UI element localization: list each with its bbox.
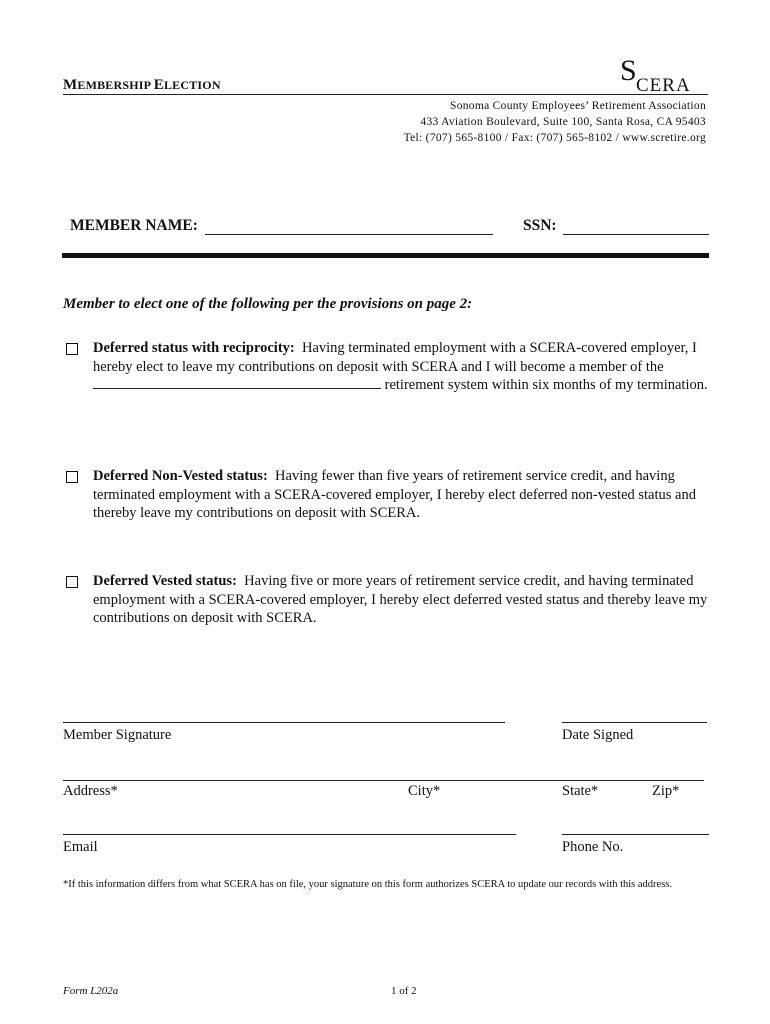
form-id: Form L202a [63,985,119,997]
footnote: *If this information differs from what SCERA has on file, your signature on this form authorizes SCERA to update our records with this address. [63,879,673,890]
phone-field[interactable] [562,834,709,835]
svg-text:S: S [620,54,637,87]
zip-label: Zip* [652,783,680,799]
option-vested-heading: Deferred Vested status: [93,573,237,589]
option-non-vested-checkbox[interactable] [66,471,78,483]
ssn-label: SSN: [523,217,557,234]
org-address-block [404,98,706,146]
section-divider [62,253,709,258]
retirement-system-field[interactable] [93,376,381,389]
ssn-field[interactable] [563,234,709,235]
org-contact: Tel: (707) 565-8100 / Fax: (707) 565-8102 / www.scretire.org [403,132,706,144]
instruction-text: Member to elect one of the following per the provisions on page 2: [63,296,473,312]
member-signature-field[interactable] [63,722,505,723]
org-address: 433 Aviation Boulevard, Suite 100, Santa Rosa, CA 95403 [420,116,706,128]
svg-text:CERA: CERA [636,75,691,96]
member-name-field[interactable] [205,234,493,235]
option-reciprocity-text: Deferred status with reciprocity: Having terminated employment with a SCERA-covered employer, I hereby elect to leave my contributions on deposit with SCERA and I will become a member of the retirement system within six months of my termination. [93,340,708,393]
form-title: MEMBERSHIP ELECTION [63,77,221,93]
member-signature-label: Member Signature [63,727,172,743]
date-signed-field[interactable] [562,722,707,723]
phone-label: Phone No. [562,839,624,855]
option-reciprocity-heading: Deferred status with reciprocity: [93,340,295,356]
member-name-label: MEMBER NAME: [70,217,198,234]
option-non-vested-heading: Deferred Non-Vested status: [93,468,268,484]
page-number: 1 of 2 [391,985,417,997]
scera-logo [620,54,712,96]
date-signed-label: Date Signed [562,727,634,743]
option-non-vested-text: Deferred Non-Vested status: Having fewer than five years of retirement service credit, and having terminated employment with a SCERA-covered employer, I hereby elect deferred non-vested status and thereby leave my contributions on deposit with SCERA. [93,468,696,521]
option-vested-checkbox[interactable] [66,576,78,588]
org-name: Sonoma County Employees’ Retirement Association [450,100,706,112]
email-field[interactable] [63,834,516,835]
header-rule [63,94,708,95]
option-reciprocity-checkbox[interactable] [66,343,78,355]
address-field[interactable] [63,780,704,781]
city-label: City* [408,783,441,799]
state-label: State* [562,783,599,799]
email-label: Email [63,839,98,855]
address-label: Address* [63,783,118,799]
option-vested-text: Deferred Vested status: Having five or more years of retirement service credit, and having terminated employment with a SCERA-covered employer, I hereby elect deferred vested status and thereby leave my contributions on deposit with SCERA. [93,573,708,626]
